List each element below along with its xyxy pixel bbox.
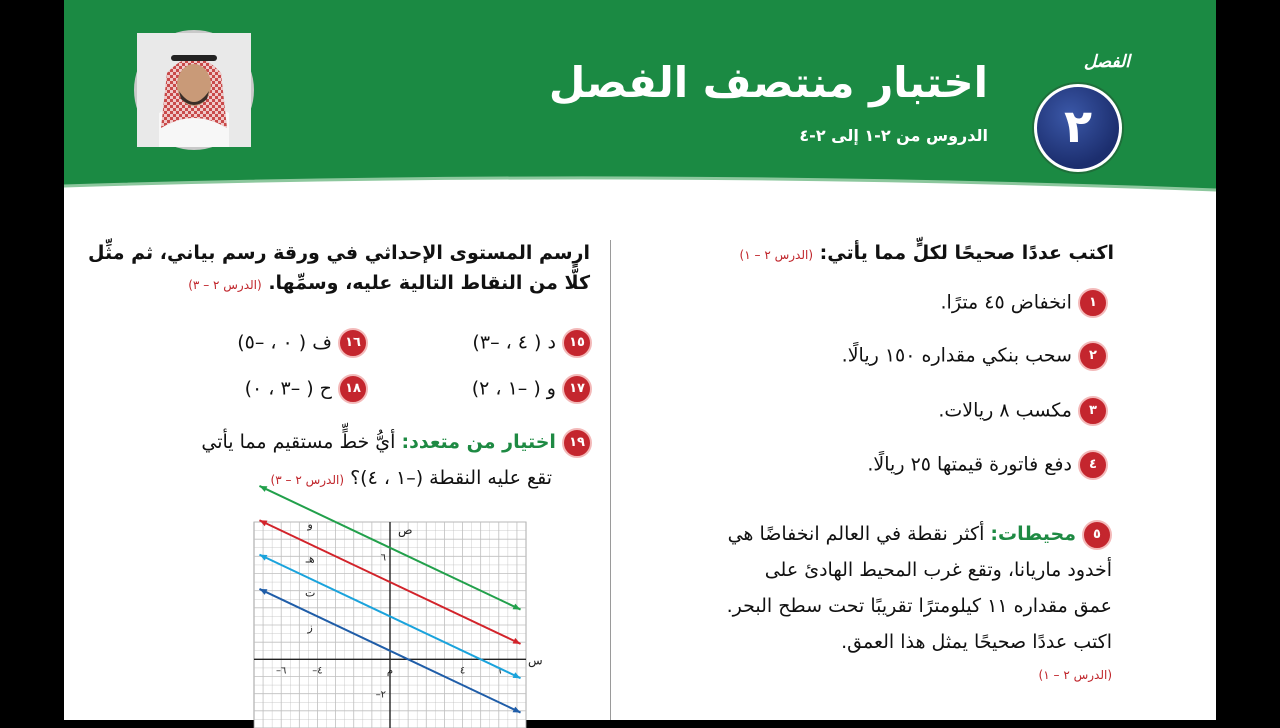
problem-number-badge: ١ <box>1078 288 1108 318</box>
right-column <box>640 236 1114 270</box>
problem-5: ٥ محيطات: أكثر نقطة في العالم انخفاضًا هي أخدود ماريانا، وتقع غرب المحيط الهادئ على عمق مقداره ١١ كيلومترًا تقريبًا تحت سطح البحر. اكتب عددًا صحيحًا يمثل هذا العمق. (الدرس ٢ – ١) <box>624 516 1112 682</box>
problem-number-badge: ٤ <box>1078 450 1108 480</box>
problem-1: ١ انخفاض ٤٥ مترًا. <box>941 288 1108 318</box>
problem-number-badge: ٥ <box>1082 520 1112 550</box>
coordinate-graph <box>250 517 543 728</box>
textbook-page <box>64 0 1216 720</box>
series-label: هـ <box>305 552 315 566</box>
problem-19: ١٩ اختيار من متعدد: أيُّ خطٍّ مستقيم مما يأتي تقع عليه النقطة (–١ ، ٤)؟ (الدرس ٢ – ٣) <box>134 424 592 498</box>
problem-number-badge: ٢ <box>1078 341 1108 371</box>
x-axis-label: س <box>528 653 543 668</box>
left-instruction: ارسم المستوى الإحداثي في ورقة رسم بياني، ثم مثِّل كلًّا من النقاط التالية عليه، وسمِّها. (الدرس ٢ – ٣) <box>88 242 590 294</box>
problem-4: ٤ دفع فاتورة قيمتها ٢٥ ريالًا. <box>867 450 1108 480</box>
y-axis-label: ص <box>398 523 413 537</box>
page-subtitle: الدروس من ٢-١ إلى ٢-٤ <box>799 126 988 145</box>
lesson-ref: (الدرس ٢ – ٣) <box>270 473 345 487</box>
lesson-ref: (الدرس ٢ – ١) <box>739 248 813 262</box>
problem-number-badge: ١٦ <box>338 328 368 358</box>
column-divider <box>610 240 611 720</box>
problem-number-badge: ١٧ <box>562 374 592 404</box>
problem-number-badge: ١٥ <box>562 328 592 358</box>
lesson-ref: (الدرس ٢ – ٣) <box>188 278 262 292</box>
x-tick-label: –٤ <box>312 665 323 677</box>
point-15: ١٥ د ( ٤ ، –٣) <box>472 328 592 358</box>
problem-19-label: اختيار من متعدد: <box>401 431 556 453</box>
chapter-number-badge: ٢ <box>1034 84 1122 172</box>
y-tick-label: ٦ <box>380 552 386 564</box>
chapter-label: الفصل <box>1083 52 1130 72</box>
presenter-avatar <box>134 30 254 150</box>
problem-number-badge: ١٩ <box>562 428 592 458</box>
problem-3: ٣ مكسب ٨ ريالات. <box>938 396 1108 426</box>
y-tick-label: –٢ <box>375 689 386 701</box>
lesson-ref: (الدرس ٢ – ١) <box>1038 668 1112 682</box>
x-tick-label: م <box>386 665 394 677</box>
problem-5-label: محيطات: <box>990 523 1076 545</box>
x-tick-label: –٦ <box>276 665 287 677</box>
problem-number-badge: ١٨ <box>338 374 368 404</box>
series-label: و <box>307 517 313 531</box>
x-tick-label: ٤ <box>459 665 466 677</box>
right-instruction: اكتب عددًا صحيحًا لكلٍّ مما يأتي: (الدرس ٢ – ١) <box>739 242 1114 264</box>
series-label: ز <box>307 620 313 634</box>
point-18: ١٨ ح ( –٣ ، ٠) <box>245 374 368 404</box>
problem-number-badge: ٣ <box>1078 396 1108 426</box>
series-label: ت <box>305 586 316 600</box>
page-title: اختبار منتصف الفصل <box>548 58 988 107</box>
point-16: ١٦ ف ( ٠ ، –٥) <box>237 328 368 358</box>
x-tick-label: ٦ <box>496 665 502 677</box>
point-17: ١٧ و ( –١ ، ٢) <box>472 374 592 404</box>
problem-2: ٢ سحب بنكي مقداره ١٥٠ ريالًا. <box>842 341 1108 371</box>
